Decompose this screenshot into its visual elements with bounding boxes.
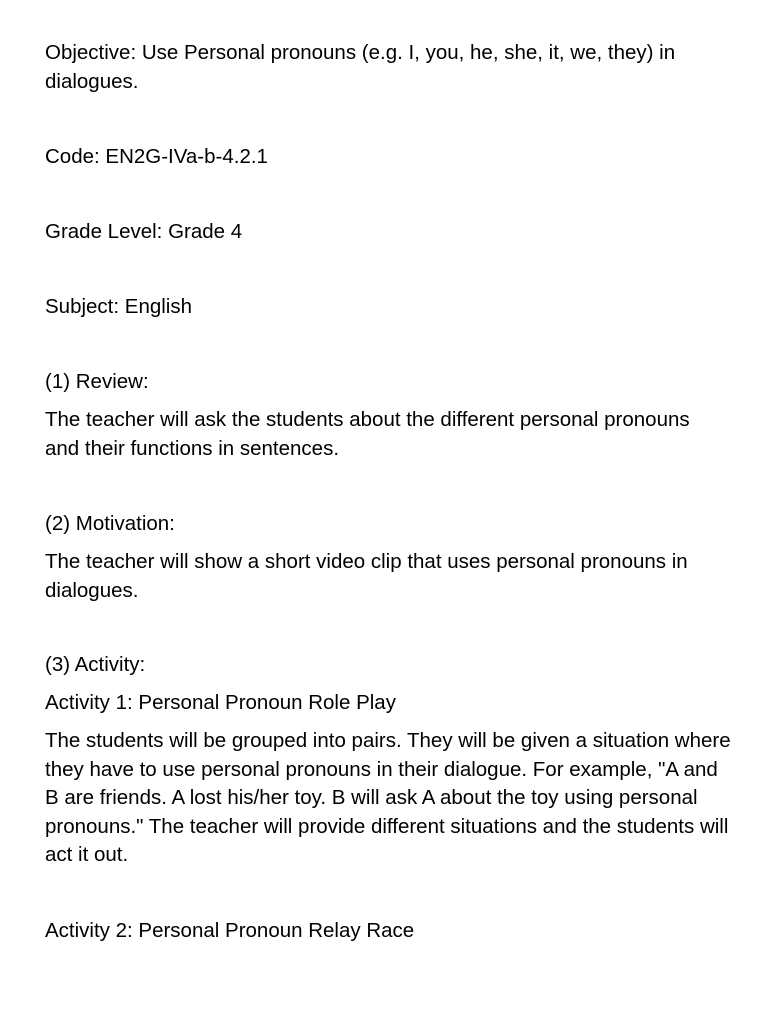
objective-text: Objective: Use Personal pronouns (e.g. I, you, he, she, it, we, they) in dialogues. xyxy=(45,41,676,93)
activity-1-title: Activity 1: Personal Pronoun Role Play xyxy=(45,691,396,714)
activity-2-title: Activity 2: Personal Pronoun Relay Race xyxy=(45,919,415,942)
grade-level-text: Grade Level: Grade 4 xyxy=(45,220,243,243)
code-text: Code: EN2G-IVa-b-4.2.1 xyxy=(45,145,268,168)
activity-heading: (3) Activity: xyxy=(45,653,146,676)
activity-1-body: The students will be grouped into pairs. They will be given a situation where they have to use personal pronouns in their dialogue. For example, "A and B are friends. A lost his/her toy. B will ask A about the toy using personal pronouns." The teacher will provide different situations and the students will act it out. xyxy=(45,729,731,866)
subject-text: Subject: English xyxy=(45,295,193,318)
motivation-body: The teacher will show a short video clip that uses personal pronouns in dialogues. xyxy=(45,550,688,602)
review-heading: (1) Review: xyxy=(45,370,149,393)
review-body: The teacher will ask the students about the different personal pronouns and their functions in sentences. xyxy=(45,408,690,460)
motivation-heading: (2) Motivation: xyxy=(45,512,175,535)
